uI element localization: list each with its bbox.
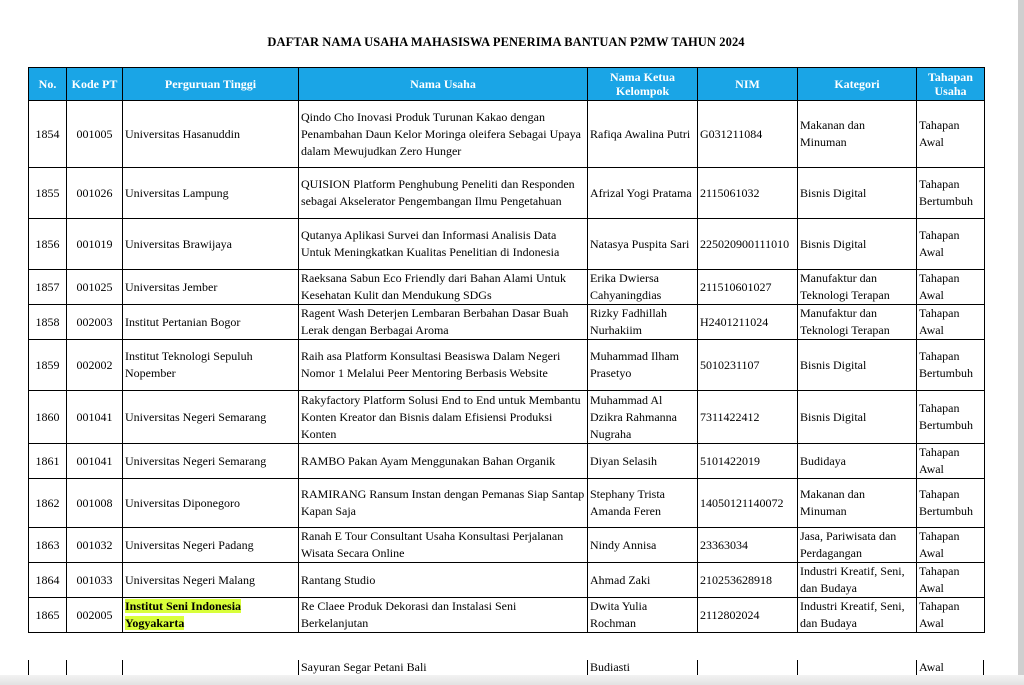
table-row [29, 168, 985, 219]
column-line [28, 660, 29, 676]
cell-kode-pt: 001033 [67, 563, 123, 598]
cell-nim: G031211084 [698, 101, 798, 168]
cell-kategori: Bisnis Digital [798, 340, 917, 391]
header-kode-pt: Kode PT [67, 68, 123, 101]
cell-tahapan: Tahapan Awal [917, 598, 985, 633]
cell-tahapan: Tahapan Awal [917, 305, 985, 340]
cell-kode-pt: 001019 [67, 219, 123, 270]
table-header-row [29, 68, 985, 101]
partial-nama-ketua: Budiasti [590, 660, 631, 674]
cell-no: 1862 [29, 479, 67, 528]
page-edge [1018, 0, 1024, 685]
cell-kode-pt: 001026 [67, 168, 123, 219]
table-row [29, 101, 985, 168]
recipients-table [28, 67, 985, 633]
cell-nama-usaha: Qutanya Aplikasi Survei dan Informasi Analisis Data Untuk Meningkatkan Kualitas Penelitian di Indonesia [299, 219, 588, 270]
header-nama-ketua: Nama Ketua Kelompok [588, 68, 698, 101]
column-line [587, 660, 588, 676]
cell-no: 1863 [29, 528, 67, 563]
cell-nim: 225020900111010 [698, 219, 798, 270]
cell-nama-usaha: Ragent Wash Deterjen Lembaran Berbahan Dasar Buah Lerak dengan Berbagai Aroma [299, 305, 588, 340]
cell-kode-pt: 002003 [67, 305, 123, 340]
cell-perguruan-tinggi: Institut Teknologi Sepuluh Nopember [123, 340, 299, 391]
cell-kategori: Bisnis Digital [798, 168, 917, 219]
cell-nama-ketua: Dwita Yulia Rochman [588, 598, 698, 633]
cell-tahapan: Tahapan Awal [917, 270, 985, 305]
partial-tahapan: Awal [919, 660, 944, 674]
cell-nama-usaha: RAMIRANG Ransum Instan dengan Pemanas Siap Santap Kapan Saja [299, 479, 588, 528]
column-line [697, 660, 698, 676]
cell-nama-usaha: QUISION Platform Penghubung Peneliti dan Responden sebagai Akselerator Pengembangan Ilmu Pengetahuan [299, 168, 588, 219]
column-line [66, 660, 67, 676]
cell-perguruan-tinggi: Universitas Negeri Semarang [123, 444, 299, 479]
cell-nama-ketua: Rizky Fadhillah Nurhakiim [588, 305, 698, 340]
column-line [916, 660, 917, 676]
cell-kode-pt: 001041 [67, 444, 123, 479]
cell-perguruan-tinggi: Universitas Hasanuddin [123, 101, 299, 168]
cell-no: 1858 [29, 305, 67, 340]
table-row [29, 270, 985, 305]
cell-nama-usaha: Raeksana Sabun Eco Friendly dari Bahan Alami Untuk Kesehatan Kulit dan Mendukung SDGs [299, 270, 588, 305]
cell-no: 1865 [29, 598, 67, 633]
cell-nama-usaha: Qindo Cho Inovasi Produk Turunan Kakao dengan Penambahan Daun Kelor Moringa oleifera Sebagai Upaya dalam Mewujudkan Zero Hunger [299, 101, 588, 168]
cell-kategori: Makanan dan Minuman [798, 101, 917, 168]
cell-kategori: Industri Kreatif, Seni, dan Budaya [798, 598, 917, 633]
column-line [298, 660, 299, 676]
partial-nama-usaha: Sayuran Segar Petani Bali [301, 660, 427, 674]
cell-tahapan: Tahapan Bertumbuh [917, 340, 985, 391]
cell-kategori: Industri Kreatif, Seni, dan Budaya [798, 563, 917, 598]
table-row [29, 391, 985, 444]
header-kategori: Kategori [798, 68, 917, 101]
cell-nim: 211510601027 [698, 270, 798, 305]
column-line [983, 660, 984, 676]
cell-no: 1857 [29, 270, 67, 305]
cell-perguruan-tinggi: Institut Pertanian Bogor [123, 305, 299, 340]
column-line [797, 660, 798, 676]
cell-no: 1859 [29, 340, 67, 391]
table-row [29, 219, 985, 270]
cell-kode-pt: 001032 [67, 528, 123, 563]
next-page-partial-row [28, 656, 984, 676]
header-nim: NIM [698, 68, 798, 101]
cell-nim: 2115061032 [698, 168, 798, 219]
cell-tahapan: Tahapan Bertumbuh [917, 168, 985, 219]
cell-kode-pt: 001005 [67, 101, 123, 168]
cell-nim: 5010231107 [698, 340, 798, 391]
cell-kategori: Bisnis Digital [798, 391, 917, 444]
cell-tahapan: Tahapan Bertumbuh [917, 479, 985, 528]
cell-nama-ketua: Erika Dwiersa Cahyaningdias [588, 270, 698, 305]
cell-perguruan-tinggi-highlighted [123, 598, 299, 633]
cell-kode-pt: 002005 [67, 598, 123, 633]
cell-nama-ketua: Natasya Puspita Sari [588, 219, 698, 270]
cell-perguruan-tinggi: Universitas Brawijaya [123, 219, 299, 270]
cell-perguruan-tinggi: Universitas Negeri Padang [123, 528, 299, 563]
cell-nama-usaha: RAMBO Pakan Ayam Menggunakan Bahan Organik [299, 444, 588, 479]
cell-nama-usaha: Ranah E Tour Consultant Usaha Konsultasi Perjalanan Wisata Secara Online [299, 528, 588, 563]
table-row [29, 598, 985, 633]
cell-tahapan: Tahapan Awal [917, 219, 985, 270]
cell-nama-ketua: Afrizal Yogi Pratama [588, 168, 698, 219]
header-tahapan: Tahapan Usaha [917, 68, 985, 101]
cell-nama-usaha: Rantang Studio [299, 563, 588, 598]
cell-tahapan: Tahapan Awal [917, 101, 985, 168]
header-nama-usaha: Nama Usaha [299, 68, 588, 101]
cell-nim: 5101422019 [698, 444, 798, 479]
cell-kategori: Manufaktur dan Teknologi Terapan [798, 305, 917, 340]
cell-no: 1855 [29, 168, 67, 219]
cell-nama-ketua: Diyan Selasih [588, 444, 698, 479]
cell-no: 1856 [29, 219, 67, 270]
cell-nim: 7311422412 [698, 391, 798, 444]
cell-kategori: Jasa, Pariwisata dan Perdagangan [798, 528, 917, 563]
cell-tahapan: Tahapan Awal [917, 563, 985, 598]
page-bottom-shadow [0, 675, 1024, 685]
header-no: No. [29, 68, 67, 101]
cell-kode-pt: 001025 [67, 270, 123, 305]
cell-perguruan-tinggi: Universitas Diponegoro [123, 479, 299, 528]
cell-no: 1860 [29, 391, 67, 444]
table-row [29, 563, 985, 598]
cell-nama-ketua: Muhammad Ilham Prasetyo [588, 340, 698, 391]
cell-perguruan-tinggi: Universitas Negeri Malang [123, 563, 299, 598]
cell-kategori: Makanan dan Minuman [798, 479, 917, 528]
cell-nama-ketua: Stephany Trista Amanda Feren [588, 479, 698, 528]
table-row [29, 340, 985, 391]
cell-nama-usaha: Re Claee Produk Dekorasi dan Instalasi Seni Berkelanjutan [299, 598, 588, 633]
table-row [29, 444, 985, 479]
cell-perguruan-tinggi: Universitas Negeri Semarang [123, 391, 299, 444]
cell-tahapan: Tahapan Bertumbuh [917, 391, 985, 444]
cell-kategori: Budidaya [798, 444, 917, 479]
cell-no: 1854 [29, 101, 67, 168]
cell-kategori: Bisnis Digital [798, 219, 917, 270]
table-row [29, 479, 985, 528]
cell-nama-usaha: Rakyfactory Platform Solusi End to End untuk Membantu Konten Kreator dan Bisnis dalam Efisiensi Produksi Konten [299, 391, 588, 444]
cell-nim: 210253628918 [698, 563, 798, 598]
cell-perguruan-tinggi: Universitas Jember [123, 270, 299, 305]
cell-nama-usaha: Raih asa Platform Konsultasi Beasiswa Dalam Negeri Nomor 1 Melalui Peer Mentoring Berbasis Website [299, 340, 588, 391]
cell-kode-pt: 001041 [67, 391, 123, 444]
column-line [122, 660, 123, 676]
table-row [29, 305, 985, 340]
cell-nama-ketua: Nindy Annisa [588, 528, 698, 563]
cell-nim: H2401211024 [698, 305, 798, 340]
highlighted-text: Institut Seni Indonesia Yogyakarta [125, 599, 242, 630]
cell-nama-ketua: Muhammad Al Dzikra Rahmanna Nugraha [588, 391, 698, 444]
document-title: DAFTAR NAMA USAHA MAHASISWA PENERIMA BANTUAN P2MW TAHUN 2024 [267, 35, 745, 49]
cell-no: 1864 [29, 563, 67, 598]
cell-kode-pt: 001008 [67, 479, 123, 528]
cell-nama-ketua: Rafiqa Awalina Putri [588, 101, 698, 168]
cell-tahapan: Tahapan Awal [917, 528, 985, 563]
cell-nim: 23363034 [698, 528, 798, 563]
cell-nama-ketua: Ahmad Zaki [588, 563, 698, 598]
cell-perguruan-tinggi: Universitas Lampung [123, 168, 299, 219]
cell-nim: 14050121140072 [698, 479, 798, 528]
cell-no: 1861 [29, 444, 67, 479]
cell-tahapan: Tahapan Awal [917, 444, 985, 479]
header-perguruan-tinggi: Perguruan Tinggi [123, 68, 299, 101]
cell-kode-pt: 002002 [67, 340, 123, 391]
table-row [29, 528, 985, 563]
cell-nim: 2112802024 [698, 598, 798, 633]
cell-kategori: Manufaktur dan Teknologi Terapan [798, 270, 917, 305]
